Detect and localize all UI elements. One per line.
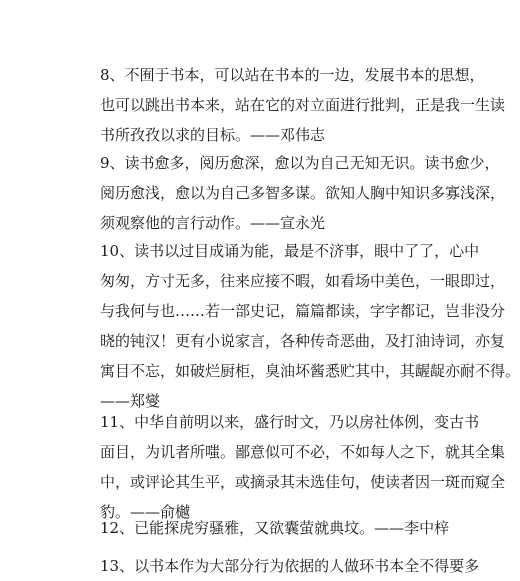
paragraph-line: 10、读书以过目成诵为能，最是不济事，眼中了了，心中 bbox=[100, 242, 480, 260]
paragraph-8 bbox=[100, 60, 506, 150]
paragraph-line: 8、不囿于书本，可以站在书本的一边，发展书本的思想， bbox=[100, 66, 485, 84]
paragraph-11 bbox=[100, 407, 506, 527]
paragraph-line: ——郑燮 bbox=[100, 392, 161, 410]
paragraph-line: 豹。——俞樾 bbox=[100, 503, 191, 521]
paragraph-9 bbox=[100, 148, 506, 238]
paragraph-line: 须观察他的言行动作。——宣永光 bbox=[100, 214, 326, 232]
paragraph-line: 11、中华自前明以来，盛行时文，乃以房社体例，变古书 bbox=[100, 413, 480, 431]
paragraph-line: 面目，为讥者所嗤。鄙意似可不必，不如每人之下，就其全集 bbox=[100, 443, 506, 461]
paragraph-line: 书所孜孜以求的目标。——邓伟志 bbox=[100, 126, 326, 144]
paragraph-line: 中，或评论其生平，或摘录其未选佳句，使读者因一斑而窥全 bbox=[100, 473, 506, 491]
paragraph-line: 12、已能探虎穷骚雅，又欲囊萤就典坟。——李中梓 bbox=[100, 519, 450, 537]
paragraph-12 bbox=[100, 513, 450, 543]
paragraph-line: 匆匆，方寸无多，往来应接不暇，如看场中美色，一眼即过， bbox=[100, 272, 506, 290]
paragraph-10 bbox=[100, 236, 520, 416]
paragraph-line: 寓目不忘，如破烂厨柜，臭油坏酱悉贮其中，其龌龊亦耐不得。 bbox=[100, 362, 520, 380]
paragraph-line: 与我何与也……若一部史记，篇篇都读，字字都记，岂非没分 bbox=[100, 302, 506, 320]
paragraph-line: 9、读书愈多，阅历愈深，愈以为自己无知无识。读书愈少， bbox=[100, 154, 500, 172]
paragraph-line: 阅历愈浅，愈以为自己多智多谋。欲知人胸中知识多寡浅深， bbox=[100, 184, 506, 202]
paragraph-line: 也可以跳出书本来，站在它的对立面进行批判，正是我一生读 bbox=[100, 96, 506, 114]
paragraph-line: 晓的钝汉！更有小说家言，各种传奇恶曲，及打油诗词，亦复 bbox=[100, 332, 506, 350]
paragraph-13-partial: 13、以书本作为大部分行为依据的人做环书本全不得要多 bbox=[100, 557, 480, 575]
